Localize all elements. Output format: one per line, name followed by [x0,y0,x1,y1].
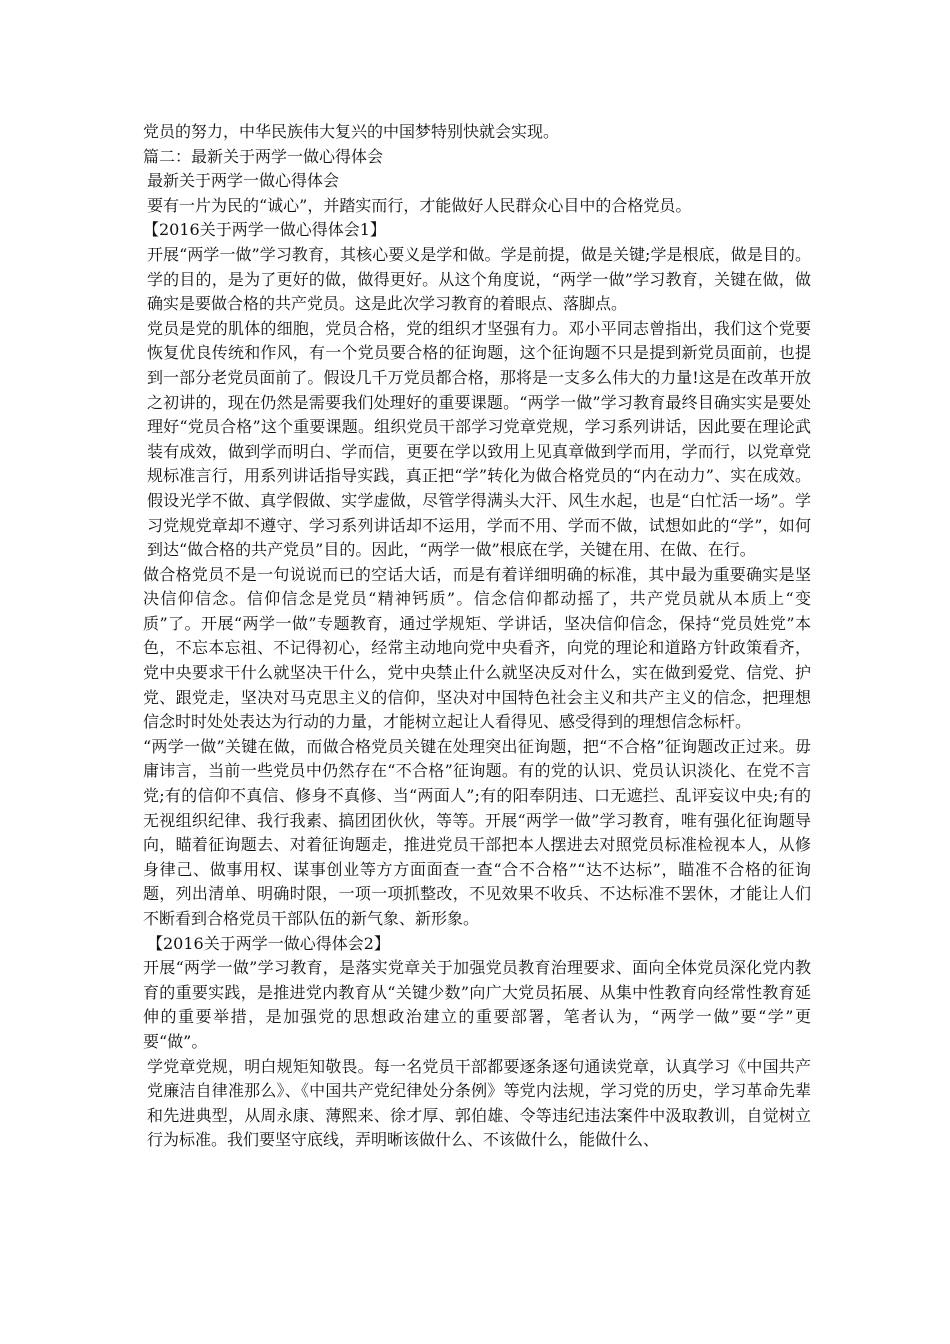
paragraph-4: 做合格党员不是一句说说而已的空话大话，而是有着详细明确的标准，其中最为重要确实是坚决信仰信念。信仰信念是党员“精神钙质”。信念信仰都动摇了，共产党员就从本质上“变质”了。开展“两学一做”专题教育，通过学规矩、学讲话，坚决信仰信念，保持“党员姓党”本色，不忘本忘祖、不记得初心，经常主动地向党中央看齐，向党的理论和道路方针政策看齐，党中央要求干什么就坚决干什么，党中央禁止什么就坚决反对什么，实在做到爱党、信党、护党、跟党走，坚决对马克思主义的信仰，坚决对中国特色社会主义和共产主义的信念，把理想信念时时处处表达为行动的力量，才能树立起让人看得见、感受得到的理想信念标杆。 [143,564,811,732]
document-page [143,120,811,1153]
paragraph-intro: 要有一片为民的“诚心”，并踏实而行，才能做好人民群众心目中的合格党员。 [147,195,692,215]
subtitle: 最新关于两学一做心得体会 [147,171,340,191]
paragraph-1: 党员的努力，中华民族伟大复兴的中国梦特别快就会实现。 [143,122,560,141]
sub-heading-1: 【2016关于两学一做心得体会1】 [143,220,386,240]
paragraph-3: 党员是党的肌体的细胞，党员合格，党的组织才坚强有力。邓小平同志曾指出，我们这个党要恢复优良传统和作风，有一个党员要合格的征询题，这个征询题不只是提到新党员面前，也提到一部分老党员面前了。假设几千万党员都合格，那将是一支多么伟大的力量!这是在改革开放之初讲的，现在仍然是需要我们处理好的重要课题。“两学一做”学习教育最终目确实实是要处理好“党员合格”这个重要课题。组织党员干部学习党章党规，学习系列讲话，因此要在理论武装有成效，做到学而明白、学而信，更要在学以致用上见真章做到学而用，学而行，以党章党规标准言行，用系列讲话指导实践，真正把“学”转化为做合格党员的“内在动力”、实在成效。假设光学不做、真学假做、实学虚做，尽管学得满头大汗、风生水起，也是“白忙活一场”。学习党规党章却不遵守、学习系列讲话却不运用，学而不用、学而不做，试想如此的“学”，如何到达“做合格的共产党员”目的。因此，“两学一做”根底在学，关键在用、在做、在行。 [147,318,811,560]
sub-heading-2: 【2016关于两学一做心得体会2】 [147,933,390,953]
paragraph-2: 开展“两学一做”学习教育，其核心要义是学和做。学是前提，做是关键;学是根底，做是目的。学的目的，是为了更好的做，做得更好。从这个角度说，“两学一做”学习教育，关键在做，做确实是要做合格的共产党员。这是此次学习教育的着眼点、落脚点。 [147,244,811,314]
paragraph-5: “两学一做”关键在做，而做合格党员关键在处理突出征询题，把“不合格”征询题改正过来。毋庸讳言，当前一些党员中仍然存在“不合格”征询题。有的党的认识、党员认识淡化、在党不言党;有的信仰不真信、修身不真修、当“两面人”;有的阳奉阴违、口无遮拦、乱评妄议中央;有的无视组织纪律、我行我素、搞团团伙伙，等等。开展“两学一做”学习教育，唯有强化征询题导向，瞄着征询题去、对着征询题走，推进党员干部把本人摆进去对照党员标准检视本人，从修身律己、做事用权、谋事创业等方方面面查一查“合不合格”“达不达标”，瞄准不合格的征询题，列出清单、明确时限，一项一项抓整改，不见效果不收兵、不达标准不罢休，才能让人们不断看到合格党员干部队伍的新气象、新形象。 [143,736,811,928]
section-heading: 篇二：最新关于两学一做心得体会 [143,146,384,166]
paragraph-7: 学党章党规，明白规矩知敬畏。每一名党员干部都要逐条逐句通读党章，认真学习《中国共产党廉洁自律准那么》、《中国共产党纪律处分条例》等党内法规，学习党的历史，学习革命先辈和先进典型，从周永康、薄熙来、徐才厚、郭伯雄、令等违纪违法案件中汲取教训，自觉树立行为标准。我们要坚守底线，弄明晰该做什么、不该做什么，能做什么、 [147,1056,811,1150]
paragraph-6: 开展“两学一做”学习教育，是落实党章关于加强党员教育治理要求、面向全体党员深化党内教育的重要实践，是推进党内教育从“关键少数”向广大党员拓展、从集中性教育向经常性教育延伸的重要举措，是加强党的思想政治建立的重要部署，笔者认为，“两学一做”要“学”更要“做”。 [143,958,811,1051]
